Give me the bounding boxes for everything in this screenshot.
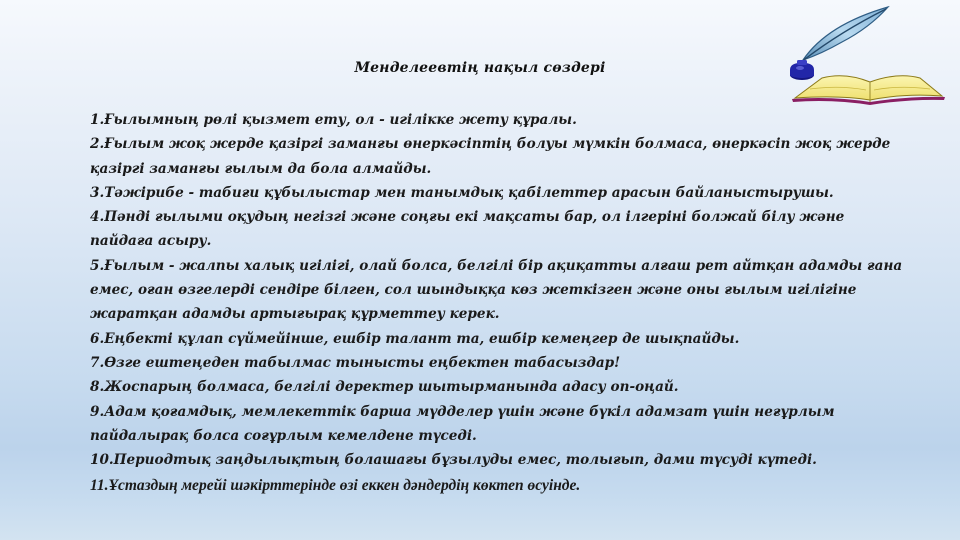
saying-item: 5.Ғылым - жалпы халық игілігі, олай болса, белгілі бір ақиқатты алғаш рет айтқан адамды ғана емес, оған өзгелерді сендіре білген, сол шындыққа көз жеткізген және оны ғылым игілігіне жаратқан адамды артығырақ құрметтеу керек. [90,257,903,323]
sayings-list [90,108,910,499]
saying-item: 10.Периодтық заңдылықтың болашағы бұзылуды емес, толығып, дами түсуді күтеді. [90,452,817,469]
saying-item: 8.Жоспарың болмаса, белгілі деректер шытырманында адасу оп-оңай. [90,379,679,396]
saying-item: 7.Өзге ештеңеден табылмас тынысты еңбектен табасыздар! [90,354,621,371]
saying-item: 9.Адам қоғамдық, мемлекеттік барша мүдделер үшін және бүкіл адамзат үшін неғұрлым пайдалырақ болса соғұрлым кемелдене түседі. [90,403,835,444]
saying-item: 3.Тәжірибе - табиғи құбылыстар мен танымдық қабілеттер арасын байланыстырушы. [90,184,834,201]
slide-title: Менделеевтің нақыл сөздері [354,60,606,76]
saying-item: 11.Ұстаздың мерейі шәкірттерінде өзі еккен дәндердің көктеп өсуінде. [90,477,581,495]
saying-item: 1.Ғылымның рөлі қызмет ету, ол - игілікке жету құралы. [90,112,577,128]
saying-item: 2.Ғылым жоқ жерде қазіргі заманғы өнеркәсіптің болуы мүмкін болмаса, өнеркәсіп жоқ жерде қазіргі заманғы ғылым да бола алмайды. [90,136,891,177]
saying-item: 4.Пәнді ғылыми оқудың негізгі және соңғы екі мақсаты бар, ол ілгеріні болжай білу және пайдаға асыру. [90,209,845,250]
quill-inkpot-open-book-icon [770,0,960,135]
saying-item: 6.Еңбекті құлап сүймейінше, ешбір талант та, ешбір кемеңгер де шықпайды. [90,330,740,347]
